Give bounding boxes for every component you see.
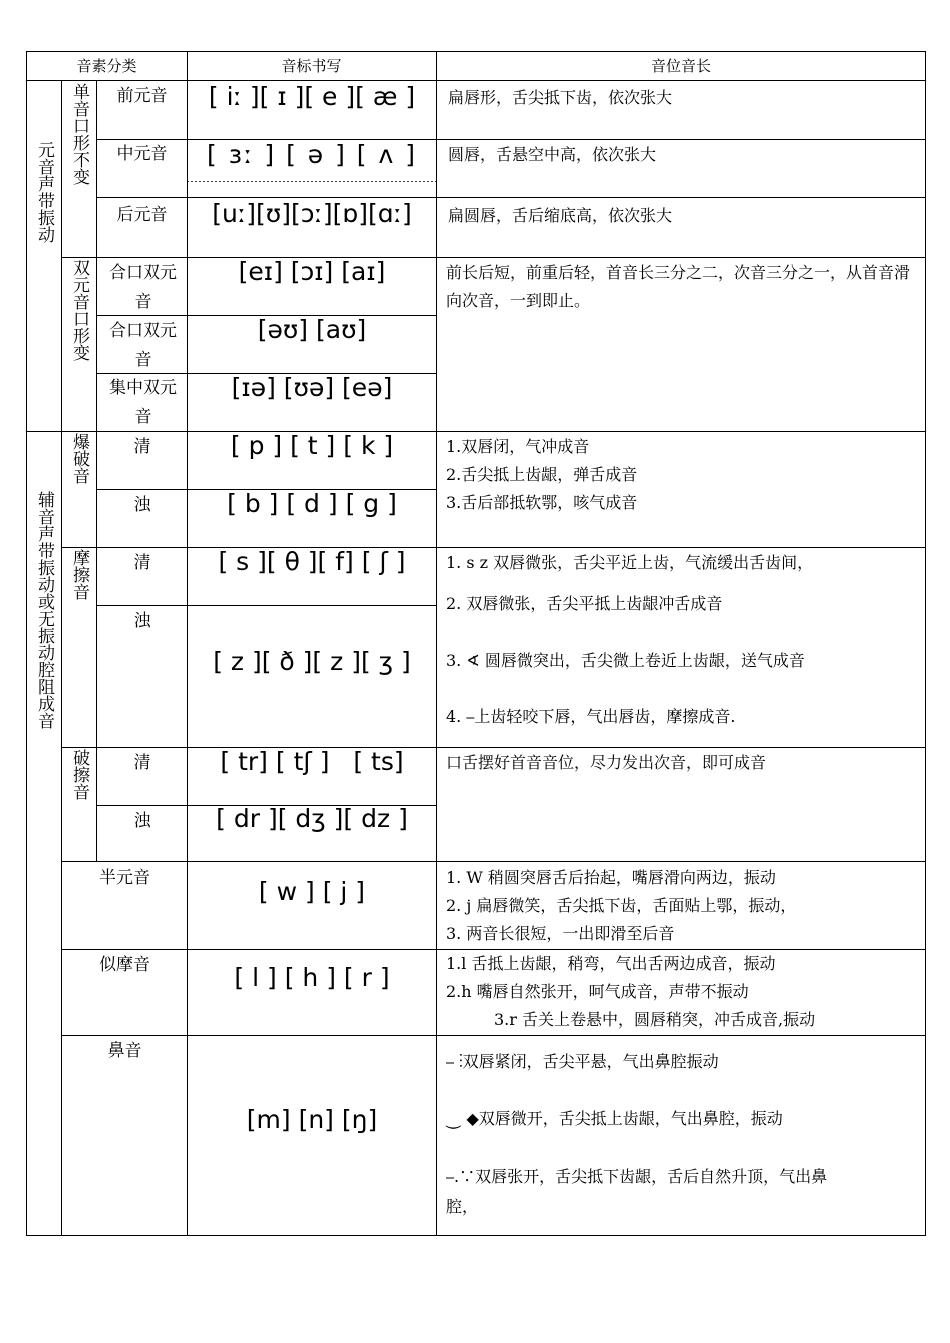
plosive-label: 爆破音 — [69, 433, 89, 484]
affricate-label: 破擦音 — [69, 749, 89, 800]
plosive-voiced-ipa: [ b ] [ d ] [ g ] — [227, 489, 397, 518]
semivowel-ipa: [ w ] [ j ] — [258, 877, 366, 906]
vowel-group-label: 元音声带振动 — [34, 141, 54, 243]
fricative-voiceless-name: 清 — [133, 553, 151, 573]
diphthong-3-name: 集中双元音 — [109, 378, 177, 427]
fricative-voiceless-ipa: [ s ][ θ ][ f] [ ʃ ] — [218, 547, 406, 576]
plosive-desc-3: 3.舌后部抵软鄂，咳气成音 — [446, 493, 638, 512]
header-phonetic-symbol: 音标书写 — [281, 57, 342, 75]
front-vowel-ipa: [ iː ][ ɪ ][ e ][ æ ] — [208, 82, 416, 111]
approximant-desc-1: 1.l 舌抵上齿龈，稍弯，气出舌两边成音，振动 — [446, 954, 776, 973]
nasal-desc-1: ⎯ ⁝双唇紧闭，舌尖平悬，气出鼻腔振动 — [446, 1052, 719, 1071]
fricative-desc-1: 1. s z 双唇微张，舌尖平近上齿，气流缓出舌齿间， — [446, 553, 814, 572]
fricative-desc-3: 3. ∢ 圆唇微突出，舌尖微上卷近上齿龈，送气成音 — [446, 651, 805, 670]
header-phoneme-category: 音素分类 — [76, 57, 137, 75]
diphthong-label: 双元音口形变 — [69, 259, 89, 361]
diphthong-1-ipa: [eɪ] [ɔɪ] [aɪ] — [238, 257, 386, 286]
diphthong-1-name: 合口双元音 — [109, 263, 177, 312]
nasal-desc-2: ⏝ ◆双唇微开，舌尖抵上齿龈，气出鼻腔，振动 — [446, 1109, 783, 1128]
mid-vowel-desc: 圆唇，舌悬空中高，依次张大 — [448, 145, 657, 164]
phoneme-table — [26, 51, 926, 1236]
diphthong-desc: 前长后短，前重后轻，首音长三分之二，次音三分之一，从首音滑向次音，一到即止。 — [446, 263, 911, 310]
nasal-desc-3: ⎯.∵双唇张开，舌尖抵下齿龈，舌后自然升顶，气出鼻 — [446, 1167, 828, 1186]
approximant-label: 似摩音 — [99, 955, 150, 975]
back-vowel-desc: 扁圆唇，舌后缩底高，依次张大 — [448, 206, 673, 225]
approximant-desc-3: 3.r 舌关上卷悬中，圆唇稍突，冲舌成音,振动 — [494, 1010, 816, 1029]
back-vowel-name: 后元音 — [116, 205, 168, 225]
fricative-voiced-ipa: [ z ][ ð ][ z ][ ʒ ] — [213, 647, 411, 676]
affricate-voiced-name: 浊 — [133, 811, 151, 831]
affricate-desc: 口舌摆好首音音位，尽力发出次音，即可成音 — [446, 753, 767, 772]
header-articulation: 音位音长 — [650, 57, 711, 75]
fricative-voiced-name: 浊 — [133, 611, 151, 631]
approximant-desc-2: 2.h 嘴唇自然张开，呵气成音，声带不振动 — [446, 982, 749, 1001]
semivowel-label: 半元音 — [99, 868, 150, 888]
plosive-voiceless-name: 清 — [133, 437, 151, 457]
diphthong-2-name: 合口双元音 — [109, 321, 177, 370]
affricate-voiceless-name: 清 — [133, 753, 151, 773]
plosive-desc-2: 2.舌尖抵上齿龈，弹舌成音 — [446, 465, 638, 484]
plosive-voiced-name: 浊 — [133, 495, 151, 515]
plosive-desc-1: 1.双唇闭，气冲成音 — [446, 437, 590, 456]
nasal-desc-4: 腔， — [446, 1197, 479, 1216]
consonant-group-label: 辅音声带振动或无振动腔阻成音 — [34, 491, 54, 729]
nasal-ipa: [m] [n] [ŋ] — [246, 1105, 378, 1134]
mid-vowel-ipa: [ ɜː ] [ ə ] [ ʌ ] — [207, 140, 417, 169]
semivowel-desc-2: 2. j 扁唇微笑，舌尖抵下齿，舌面贴上鄂，振动， — [446, 896, 797, 915]
plosive-voiceless-ipa: [ p ] [ t ] [ k ] — [230, 431, 394, 460]
fricative-desc-4: 4. ⎯上齿轻咬下唇，气出唇齿，摩擦成音. — [446, 707, 736, 726]
front-vowel-name: 前元音 — [116, 86, 168, 106]
fricative-desc-2: 2. 双唇微张，舌尖平抵上齿龈冲舌成音 — [446, 594, 723, 613]
semivowel-desc-1: 1. W 稍圆突唇舌后抬起，嘴唇滑向两边，振动 — [446, 868, 776, 887]
fricative-label: 摩擦音 — [69, 549, 89, 600]
diphthong-2-ipa: [əʊ] [aʊ] — [257, 315, 367, 344]
approximant-ipa: [ l ] [ h ] [ r ] — [234, 963, 390, 992]
mid-vowel-name: 中元音 — [116, 144, 168, 164]
back-vowel-ipa: [uː][ʊ][ɔː][ɒ][ɑː] — [212, 199, 412, 228]
nasal-label: 鼻音 — [107, 1041, 142, 1061]
affricate-voiced-ipa: [ dr ][ dʒ ][ dz ] — [216, 804, 408, 833]
diphthong-3-ipa: [ɪə] [ʊə] [eə] — [231, 373, 393, 402]
semivowel-desc-3: 3. 两音长很短，一出即滑至后音 — [446, 924, 675, 943]
single-vowel-label: 单音口形不变 — [69, 83, 89, 185]
front-vowel-desc: 扁唇形，舌尖抵下齿，依次张大 — [448, 88, 673, 107]
affricate-voiceless-ipa: [ tr] [ tʃ ] [ ts] — [220, 747, 404, 776]
